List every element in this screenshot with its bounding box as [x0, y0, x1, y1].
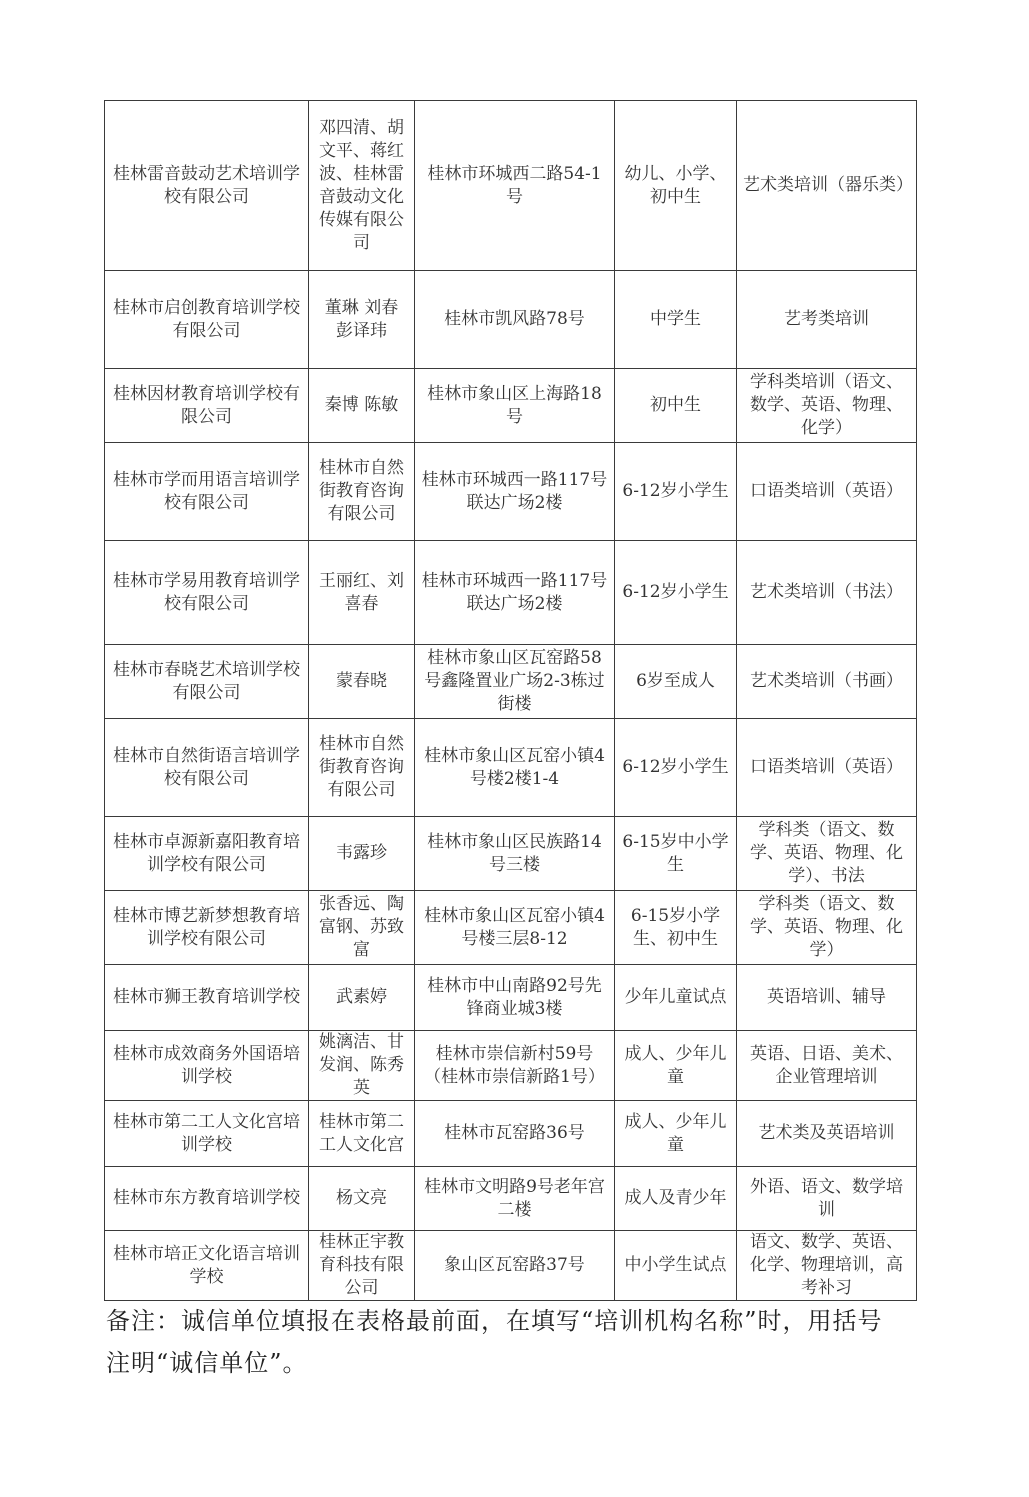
target-cell: 6-12岁小学生 [615, 541, 737, 645]
target-cell: 成人及青少年 [615, 1167, 737, 1231]
address-cell: 桂林市环城西二路54-1号 [415, 101, 615, 271]
institution-name-cell: 桂林市自然街语言培训学校有限公司 [105, 719, 309, 817]
training-type-cell: 学科类培训（语文、数学、英语、物理、化学） [737, 369, 917, 443]
training-type-cell: 英语、日语、美术、企业管理培训 [737, 1031, 917, 1101]
training-type-cell: 艺术类培训（书画） [737, 645, 917, 719]
address-cell: 桂林市中山南路92号先锋商业城3楼 [415, 965, 615, 1031]
institution-name-cell: 桂林市学易用教育培训学校有限公司 [105, 541, 309, 645]
table-row [105, 443, 917, 541]
contact-cell: 董琳 刘春 彭译玮 [309, 271, 415, 369]
target-cell: 6-12岁小学生 [615, 719, 737, 817]
target-cell: 中学生 [615, 271, 737, 369]
target-cell: 成人、少年儿童 [615, 1101, 737, 1167]
table-row [105, 271, 917, 369]
institution-name-cell: 桂林市春晓艺术培训学校有限公司 [105, 645, 309, 719]
institution-name-cell: 桂林市狮王教育培训学校 [105, 965, 309, 1031]
table-row [105, 1167, 917, 1231]
address-cell: 桂林市环城西一路117号联达广场2楼 [415, 541, 615, 645]
footnote-remark: 备注：诚信单位填报在表格最前面，在填写“培训机构名称”时，用括号注明“诚信单位”。 [106, 1307, 883, 1377]
target-cell: 成人、少年儿童 [615, 1031, 737, 1101]
registry-sheet [104, 100, 916, 1301]
contact-cell: 蒙春晓 [309, 645, 415, 719]
contact-cell: 韦露珍 [309, 817, 415, 891]
address-cell: 桂林市凯风路78号 [415, 271, 615, 369]
address-cell: 桂林市象山区上海路18号 [415, 369, 615, 443]
contact-cell: 杨文亮 [309, 1167, 415, 1231]
table-row [105, 1231, 917, 1301]
target-cell: 幼儿、小学、初中生 [615, 101, 737, 271]
contact-cell: 桂林市第二工人文化宫 [309, 1101, 415, 1167]
table-row [105, 891, 917, 965]
address-cell: 桂林市象山区民族路14号三楼 [415, 817, 615, 891]
address-cell: 桂林市瓦窑路36号 [415, 1101, 615, 1167]
institution-name-cell: 桂林市培正文化语言培训学校 [105, 1231, 309, 1301]
training-type-cell: 语文、数学、英语、化学、物理培训，高考补习 [737, 1231, 917, 1301]
table-row [105, 1101, 917, 1167]
training-type-cell: 外语、语文、数学培训 [737, 1167, 917, 1231]
table-row [105, 1031, 917, 1101]
contact-cell: 桂林市自然街教育咨询有限公司 [309, 719, 415, 817]
contact-cell: 桂林正宇教育科技有限公司 [309, 1231, 415, 1301]
institution-name-cell: 桂林市学而用语言培训学校有限公司 [105, 443, 309, 541]
training-type-cell: 艺术类及英语培训 [737, 1101, 917, 1167]
training-type-cell: 英语培训、辅导 [737, 965, 917, 1031]
institution-name-cell: 桂林市东方教育培训学校 [105, 1167, 309, 1231]
address-cell: 桂林市环城西一路117号联达广场2楼 [415, 443, 615, 541]
training-type-cell: 口语类培训（英语） [737, 443, 917, 541]
address-cell: 桂林市文明路9号老年宫二楼 [415, 1167, 615, 1231]
table-row [105, 965, 917, 1031]
institution-name-cell: 桂林市博艺新梦想教育培训学校有限公司 [105, 891, 309, 965]
training-type-cell: 口语类培训（英语） [737, 719, 917, 817]
institution-name-cell: 桂林市卓源新嘉阳教育培训学校有限公司 [105, 817, 309, 891]
institution-name-cell: 桂林市第二工人文化宫培训学校 [105, 1101, 309, 1167]
contact-cell: 王丽红、刘喜春 [309, 541, 415, 645]
contact-cell: 桂林市自然街教育咨询有限公司 [309, 443, 415, 541]
contact-cell: 武素婷 [309, 965, 415, 1031]
institution-name-cell: 桂林因材教育培训学校有限公司 [105, 369, 309, 443]
table-row [105, 817, 917, 891]
contact-cell: 姚漓洁、甘发润、陈秀英 [309, 1031, 415, 1101]
training-type-cell: 艺考类培训 [737, 271, 917, 369]
institution-name-cell: 桂林雷音鼓动艺术培训学校有限公司 [105, 101, 309, 271]
training-type-cell: 艺术类培训（书法） [737, 541, 917, 645]
table-row [105, 101, 917, 271]
address-cell: 象山区瓦窑路37号 [415, 1231, 615, 1301]
contact-cell: 张香远、陶富钢、苏致富 [309, 891, 415, 965]
institution-name-cell: 桂林市启创教育培训学校有限公司 [105, 271, 309, 369]
address-cell: 桂林市崇信新村59号（桂林市崇信新路1号） [415, 1031, 615, 1101]
address-cell: 桂林市象山区瓦窑小镇4号楼三层8-12 [415, 891, 615, 965]
target-cell: 6岁至成人 [615, 645, 737, 719]
address-cell: 桂林市象山区瓦窑路58号鑫隆置业广场2-3栋过街楼 [415, 645, 615, 719]
target-cell: 6-15岁小学生、初中生 [615, 891, 737, 965]
target-cell: 6-12岁小学生 [615, 443, 737, 541]
training-type-cell: 艺术类培训（器乐类） [737, 101, 917, 271]
target-cell: 中小学生试点 [615, 1231, 737, 1301]
target-cell: 6-15岁中小学生 [615, 817, 737, 891]
training-type-cell: 学科类（语文、数学、英语、物理、化学） [737, 891, 917, 965]
table-row [105, 541, 917, 645]
institution-name-cell: 桂林市成效商务外国语培训学校 [105, 1031, 309, 1101]
target-cell: 初中生 [615, 369, 737, 443]
table-row [105, 369, 917, 443]
address-cell: 桂林市象山区瓦窑小镇4号楼2楼1-4 [415, 719, 615, 817]
training-type-cell: 学科类（语文、数学、英语、物理、化学）、书法 [737, 817, 917, 891]
table-row [105, 719, 917, 817]
contact-cell: 邓四清、胡文平、蒋红波、桂林雷音鼓动文化传媒有限公司 [309, 101, 415, 271]
contact-cell: 秦博 陈敏 [309, 369, 415, 443]
target-cell: 少年儿童试点 [615, 965, 737, 1031]
training-institution-table [104, 100, 917, 1301]
table-row [105, 645, 917, 719]
